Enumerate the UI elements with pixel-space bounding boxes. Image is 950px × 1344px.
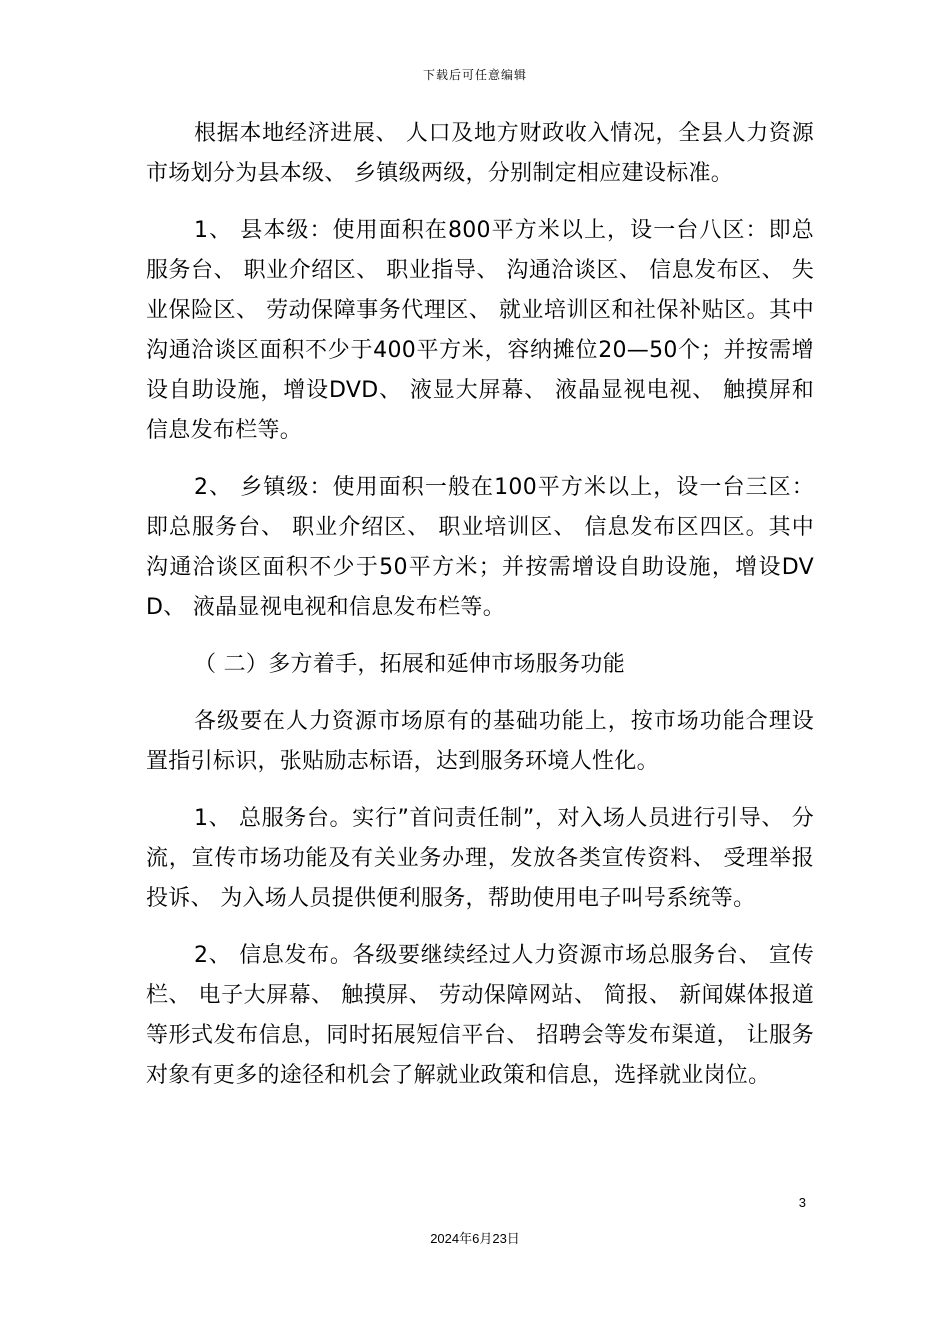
paragraph-information-release: 2、 信息发布。各级要继续经过人力资源市场总服务台、 宣传栏、 电子大屏幕、 触摸屏、 劳动保障网站、 简报、 新闻媒体报道等形式发布信息，同时拓展短信平台、 招聘会等发布渠道， 让服务对象有更多的途径和机会了解就业政策和信息，选择就业岗位。 xyxy=(146,943,814,1088)
paragraph-intro: 根据本地经济进展、 人口及地方财政收入情况，全县人力资源市场划分为县本级、 乡镇级两级，分别制定相应建设标准。 xyxy=(146,121,814,186)
section-heading: （ 二）多方着手，拓展和延伸市场服务功能 xyxy=(194,652,625,677)
paragraph-service-desk: 1、 总服务台。实行”首问责任制”，对入场人员进行引导、 分流，宣传市场功能及有关业务办理，发放各类宣传资料、 受理举报投诉、 为入场人员提供便利服务，帮助使用电子叫号系统等。 xyxy=(146,806,814,911)
paragraph-township-level: 2、 乡镇级：使用面积一般在100平方米以上，设一台三区：即总服务台、 职业介绍区、 职业培训区、 信息发布区四区。其中沟通洽谈区面积不少于50平方米；并按需增设自助设施，增设DVD、 液晶显视电视和信息发布栏等。 xyxy=(146,475,814,620)
paragraph-county-level: 1、 县本级：使用面积在800平方米以上，设一台八区：即总服务台、 职业介绍区、 职业指导、 沟通洽谈区、 信息发布区、 失业保险区、 劳动保障事务代理区、 就业培训区和社保补贴区。其中沟通洽谈区面积不少于400平方米，容纳摊位20—50个；并按需增设自助设施，增设DVD、 液显大屏幕、 液晶显视电视、 触摸屏和信息发布栏等。 xyxy=(146,218,814,443)
footer-date: 2024年6月23日 xyxy=(430,1231,520,1246)
document-body xyxy=(146,114,814,1113)
page-header: 下载后可任意编辑 xyxy=(422,68,527,82)
paragraph-function-intro: 各级要在人力资源市场原有的基础功能上，按市场功能合理设置指引标识，张贴励志标语，达到服务环境人性化。 xyxy=(146,709,814,774)
page-number: 3 xyxy=(798,1195,806,1210)
